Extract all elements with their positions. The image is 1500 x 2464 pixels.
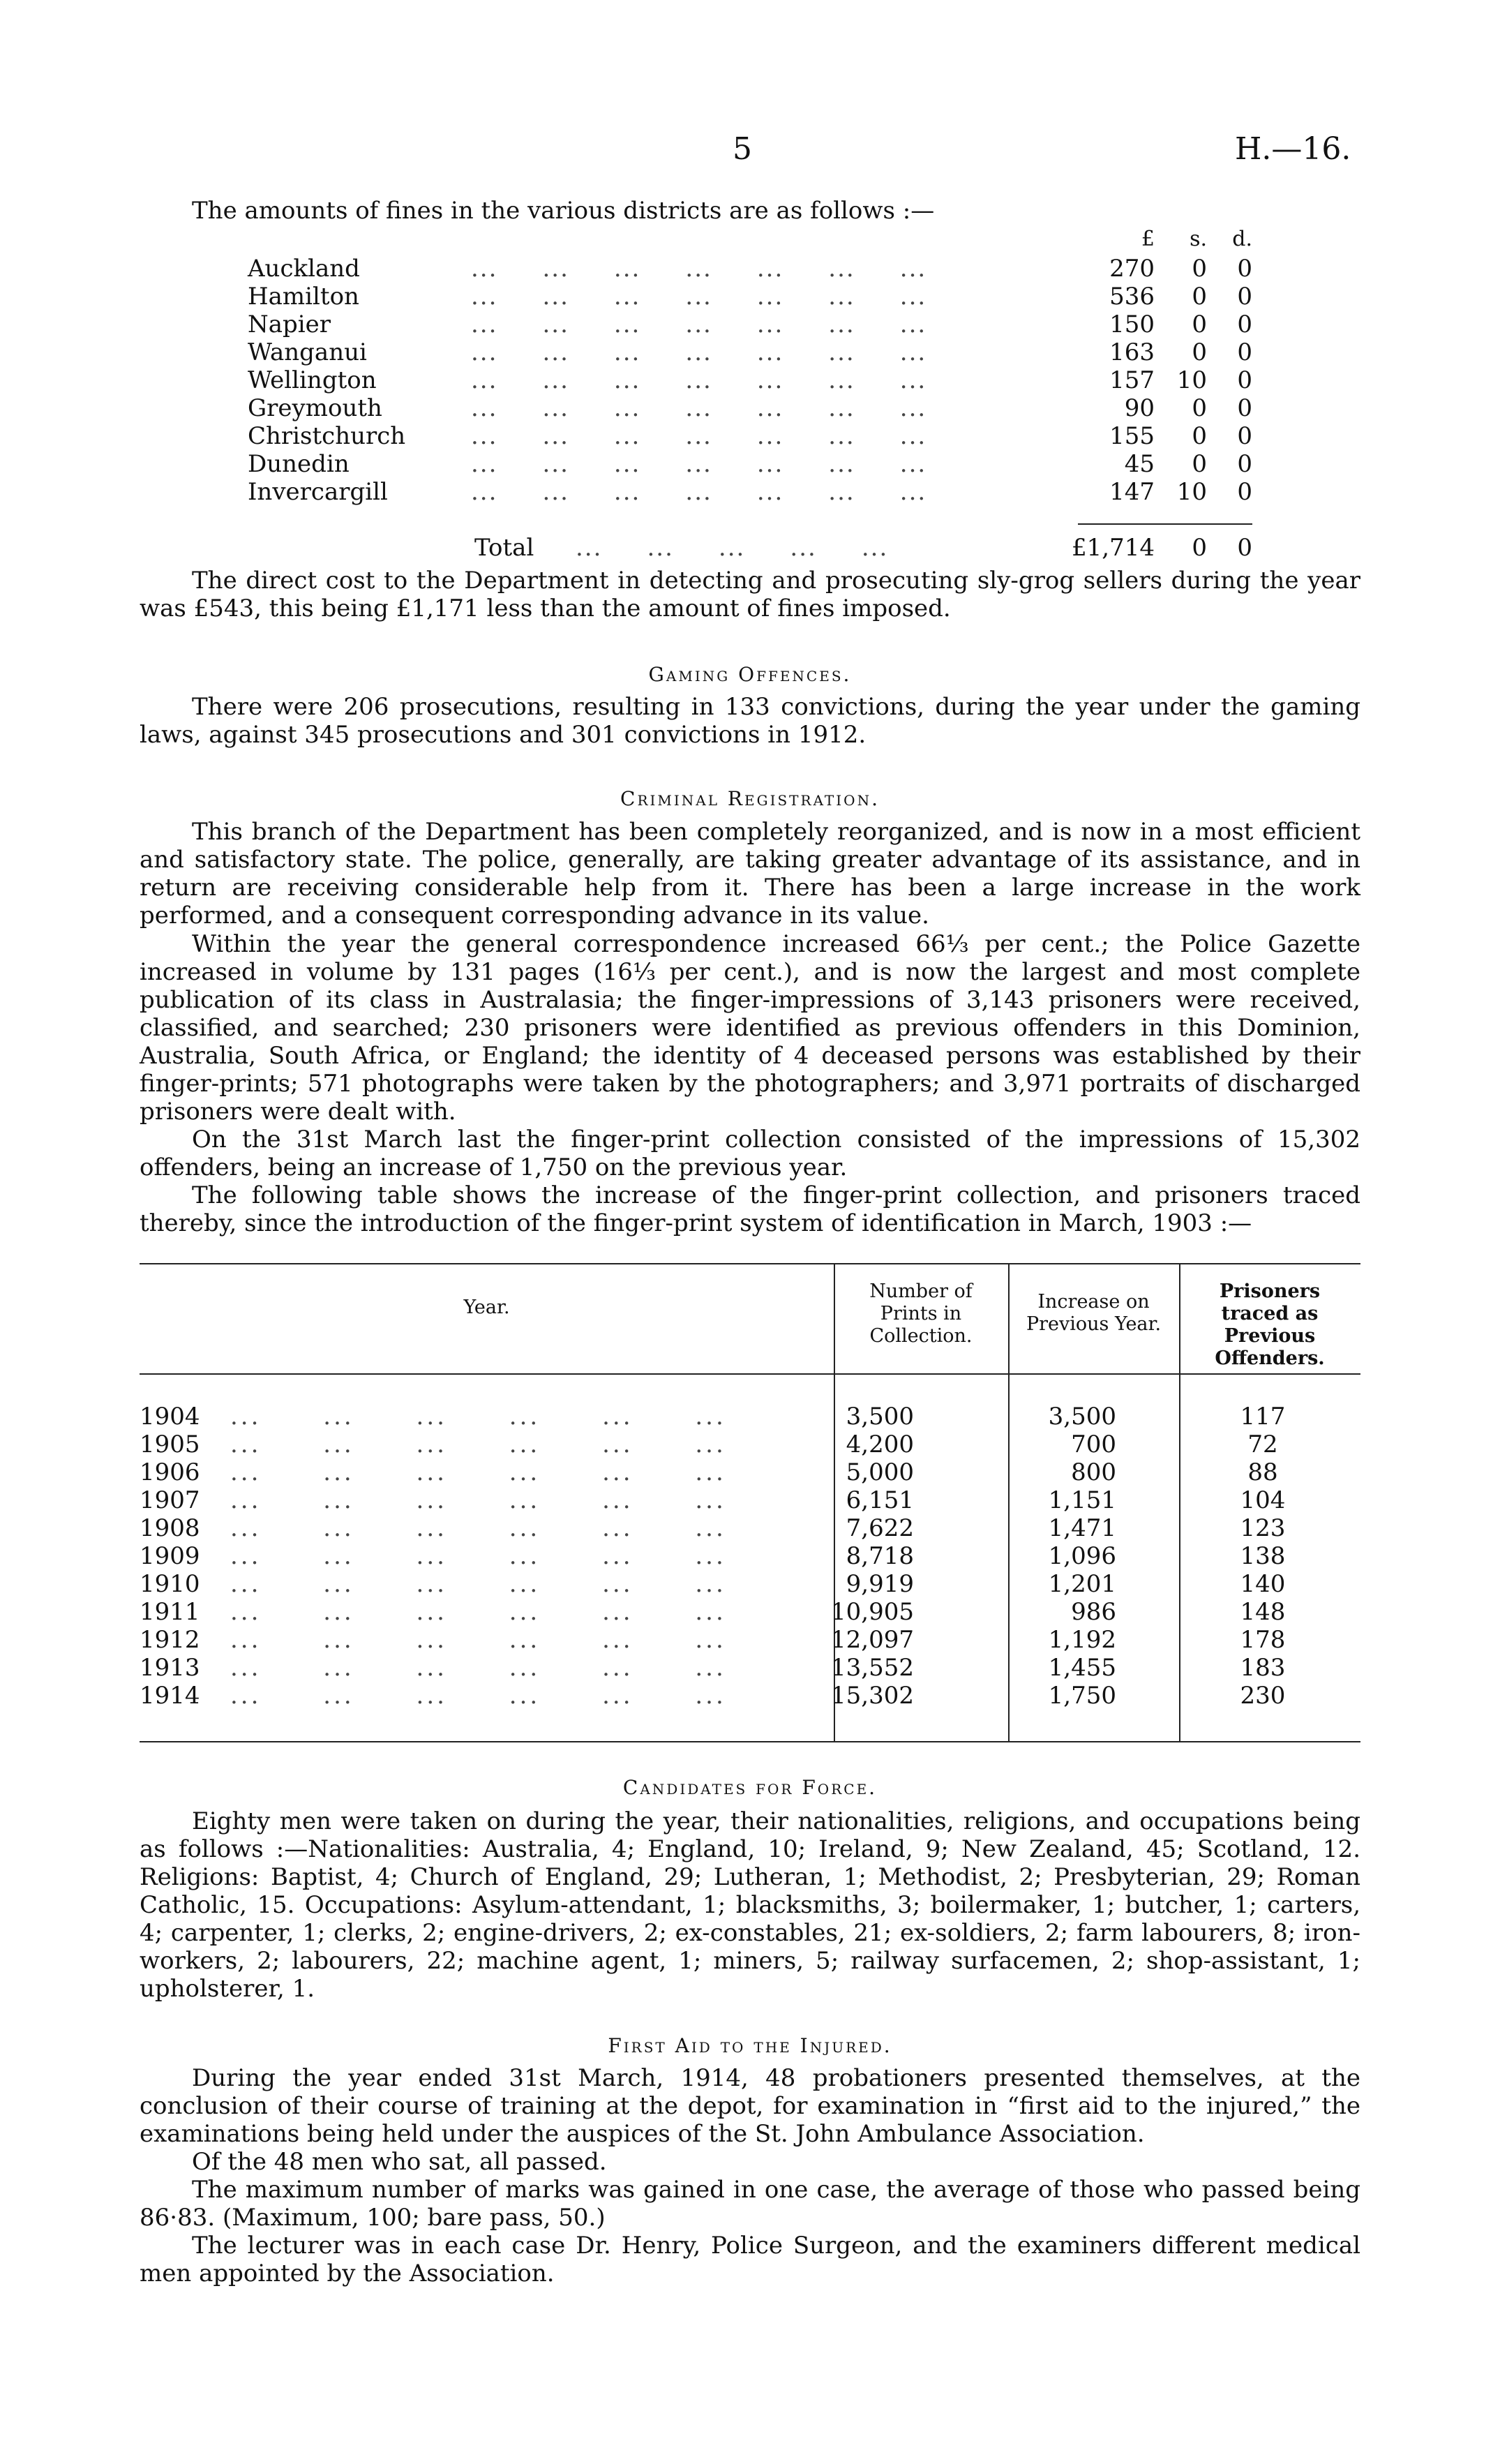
fines-row <box>248 338 1252 366</box>
row-year: 1907 <box>140 1486 200 1514</box>
total-pounds: £1,714 <box>1072 534 1155 562</box>
table-row <box>140 1570 1360 1598</box>
table-row <box>140 1403 1360 1431</box>
leader-dots: ... ... ... ... ... ... ... <box>471 394 927 422</box>
row-year: 1910 <box>140 1570 200 1598</box>
fine-shillings: 0 <box>1192 255 1207 283</box>
row-prints: 6,151 <box>846 1486 914 1514</box>
first-aid-paragraph-3: The maximum number of marks was gained in one case, the average of those who passed being 86·83. (Maximum, 100; bare pass, 50.) <box>140 2176 1360 2232</box>
table-top-rule <box>140 1263 1360 1264</box>
header-traced: Prisoners traced as Previous Offenders. <box>1215 1280 1325 1369</box>
fines-total-row <box>248 534 1252 562</box>
fines-row <box>248 311 1252 338</box>
district-name: Christchurch <box>248 422 406 450</box>
fines-row <box>248 478 1252 506</box>
leader-dots: ... ... ... ... ... ... <box>230 1542 726 1570</box>
criminal-paragraph-3: On the 31st March last the finger-print collection consisted of the impressions of 15,302 offenders, being an increase of 1,750 on the previous year. <box>140 1126 1360 1181</box>
row-prints: 13,552 <box>831 1654 914 1682</box>
pounds-header: £ <box>1141 227 1155 251</box>
row-prints: 15,302 <box>831 1682 914 1710</box>
fine-pence: 0 <box>1237 478 1252 506</box>
fine-pounds: 147 <box>1109 478 1155 506</box>
row-year: 1908 <box>140 1514 200 1542</box>
row-traced: 140 <box>1240 1570 1286 1598</box>
fines-row <box>248 394 1252 422</box>
criminal-heading: Criminal Registration. <box>620 787 880 810</box>
pence-header: d. <box>1232 227 1252 251</box>
fine-shillings: 0 <box>1192 283 1207 311</box>
table-row <box>140 1626 1360 1654</box>
fines-row <box>248 366 1252 394</box>
row-traced: 178 <box>1240 1626 1286 1654</box>
row-increase: 1,151 <box>1048 1486 1116 1514</box>
fine-pounds: 150 <box>1109 311 1155 338</box>
fine-pounds: 270 <box>1109 255 1155 283</box>
fine-pence: 0 <box>1237 450 1252 478</box>
row-prints: 5,000 <box>846 1458 914 1486</box>
row-year: 1911 <box>140 1598 200 1626</box>
table-row <box>140 1598 1360 1626</box>
row-prints: 3,500 <box>846 1403 914 1431</box>
fine-pence: 0 <box>1237 255 1252 283</box>
row-traced: 138 <box>1240 1542 1286 1570</box>
total-label: Total <box>474 534 534 562</box>
row-traced: 117 <box>1240 1403 1286 1431</box>
header-increase: Increase on Previous Year. <box>1026 1291 1162 1335</box>
table-row <box>140 1542 1360 1570</box>
leader-dots: ... ... ... ... ... ... ... <box>471 422 927 450</box>
row-year: 1905 <box>140 1431 200 1458</box>
first-aid-heading: First Aid to the Injured. <box>608 2034 892 2057</box>
candidates-heading: Candidates for Force. <box>622 1776 878 1799</box>
table-row <box>140 1458 1360 1486</box>
row-increase: 1,192 <box>1048 1626 1116 1654</box>
fine-pounds: 157 <box>1109 366 1155 394</box>
fine-shillings: 0 <box>1192 450 1207 478</box>
fine-pence: 0 <box>1237 366 1252 394</box>
row-traced: 123 <box>1240 1514 1286 1542</box>
fine-pence: 0 <box>1237 338 1252 366</box>
fine-pence: 0 <box>1237 311 1252 338</box>
first-aid-paragraph-1: During the year ended 31st March, 1914, 48 probationers presented themselves, at the conclusion of their course of training at the depot, for examination in “first aid to the injured,” the examinations being held under the auspices of the St. John Ambulance Association. <box>140 2064 1360 2148</box>
leader-dots: ... ... ... ... ... ... ... <box>471 255 927 283</box>
fine-pence: 0 <box>1237 283 1252 311</box>
fine-pounds: 163 <box>1109 338 1155 366</box>
fines-total-rule <box>1078 523 1252 525</box>
page-number: 5 <box>733 131 752 167</box>
row-traced: 104 <box>1240 1486 1286 1514</box>
row-increase: 1,455 <box>1048 1654 1116 1682</box>
row-increase: 800 <box>1071 1458 1116 1486</box>
fine-shillings: 0 <box>1192 394 1207 422</box>
first-aid-paragraph-4: The lecturer was in each case Dr. Henry, Police Surgeon, and the examiners different medical men appointed by the Association. <box>140 2232 1360 2287</box>
row-prints: 7,622 <box>846 1514 914 1542</box>
row-year: 1906 <box>140 1458 200 1486</box>
header-year: Year. <box>463 1297 510 1318</box>
row-increase: 3,500 <box>1048 1403 1116 1431</box>
criminal-paragraph-2: Within the year the general correspondence increased 66⅓ per cent.; the Police Gazette increased in volume by 131 pages (16⅓ per cent.), and is now the largest and most complete publication of its class in Australasia; the finger-impressions of 3,143 prisoners were received, classified, and searched; 230 prisoners were identified as previous offenders in this Dominion, Australia, South Africa, or England; the identity of 4 deceased persons was established by their finger-prints; 571 photographs were taken by the photographers; and 3,971 portraits of discharged prisoners were dealt with. <box>140 930 1360 1126</box>
row-increase: 1,471 <box>1048 1514 1116 1542</box>
row-year: 1913 <box>140 1654 200 1682</box>
total-shillings: 0 <box>1192 534 1207 562</box>
district-name: Wanganui <box>248 338 367 366</box>
leader-dots: ... ... ... ... ... ... ... <box>471 366 927 394</box>
shillings-header: s. <box>1190 227 1207 251</box>
table-row <box>140 1486 1360 1514</box>
fine-shillings: 0 <box>1192 338 1207 366</box>
criminal-paragraph-4: The following table shows the increase of the finger-print collection, and prisoners traced thereby, since the introduction of the finger-print system of identification in March, 1903 :— <box>140 1181 1360 1237</box>
fine-shillings: 0 <box>1192 311 1207 338</box>
row-increase: 1,096 <box>1048 1542 1116 1570</box>
table-row <box>140 1514 1360 1542</box>
fine-shillings: 10 <box>1176 478 1207 506</box>
fines-intro: The amounts of fines in the various districts are as follows :— <box>192 197 935 225</box>
leader-dots: ... ... ... ... ... ... <box>230 1682 726 1710</box>
row-year: 1909 <box>140 1542 200 1570</box>
row-traced: 230 <box>1240 1682 1286 1710</box>
district-name: Wellington <box>248 366 377 394</box>
fine-pounds: 45 <box>1124 450 1155 478</box>
candidates-paragraph: Eighty men were taken on during the year, their nationalities, religions, and occupations being as follows :—Nationalities: Australia, 4; England, 10; Ireland, 9; New Zealand, 45; Scotland, 12. Religions: Baptist, 4; Church of England, 29; Lutheran, 1; Methodist, 2; Presbyterian, 29; Roman Catholic, 15. Occupations: Asylum-attendant, 1; blacksmiths, 3; boilermaker, 1; butcher, 1; carters, 4; carpenter, 1; clerks, 2; engine-drivers, 2; ex-constables, 21; ex-soldiers, 2; farm labourers, 8; iron-workers, 2; labourers, 22; machine agent, 1; miners, 5; railway surfacemen, 2; shop-assistant, 1; upholsterer, 1. <box>140 1807 1360 2003</box>
table-row <box>140 1431 1360 1458</box>
leader-dots: ... ... ... ... ... ... <box>230 1626 726 1654</box>
leader-dots: ... ... ... ... ... ... ... <box>471 311 927 338</box>
fines-row <box>248 450 1252 478</box>
district-name: Dunedin <box>248 450 350 478</box>
leader-dots: ... ... ... ... ... ... ... <box>471 450 927 478</box>
district-name: Auckland <box>248 255 360 283</box>
criminal-paragraph-1: This branch of the Department has been completely reorganized, and is now in a most efficient and satisfactory state. The police, generally, are taking greater advantage of its assistance, and in return are receiving considerable help from it. There has been a large increase in the work performed, and a consequent corresponding advance in its value. <box>140 818 1360 929</box>
leader-dots: ... ... ... ... ... ... <box>230 1431 726 1458</box>
table-bottom-rule <box>140 1741 1360 1742</box>
document-reference: H.—16. <box>1235 131 1351 167</box>
row-prints: 10,905 <box>831 1598 914 1626</box>
district-name: Napier <box>248 311 331 338</box>
row-traced: 72 <box>1247 1431 1278 1458</box>
header-prints: Number of Prints in Collection. <box>869 1280 973 1347</box>
row-year: 1912 <box>140 1626 200 1654</box>
fines-column-headers <box>248 227 1252 255</box>
leader-dots: ... ... ... ... ... ... <box>230 1598 726 1626</box>
fine-shillings: 10 <box>1176 366 1207 394</box>
table-header-rule <box>140 1373 1360 1375</box>
row-traced: 183 <box>1240 1654 1286 1682</box>
leader-dots: ... ... ... ... ... <box>576 534 889 562</box>
district-name: Greymouth <box>248 394 382 422</box>
table-row <box>140 1682 1360 1710</box>
leader-dots: ... ... ... ... ... ... <box>230 1514 726 1542</box>
fine-shillings: 0 <box>1192 422 1207 450</box>
fines-row <box>248 255 1252 283</box>
district-name: Invercargill <box>248 478 388 506</box>
table-row <box>140 1654 1360 1682</box>
row-traced: 148 <box>1240 1598 1286 1626</box>
row-prints: 4,200 <box>846 1431 914 1458</box>
leader-dots: ... ... ... ... ... ... <box>230 1570 726 1598</box>
total-pence: 0 <box>1237 534 1252 562</box>
fines-note: The direct cost to the Department in detecting and prosecuting sly-grog sellers during the year was £543, this being £1,171 less than the amount of fines imposed. <box>140 567 1360 622</box>
row-year: 1914 <box>140 1682 200 1710</box>
leader-dots: ... ... ... ... ... ... <box>230 1654 726 1682</box>
fine-pounds: 536 <box>1109 283 1155 311</box>
fine-pounds: 155 <box>1109 422 1155 450</box>
leader-dots: ... ... ... ... ... ... ... <box>471 478 927 506</box>
row-increase: 700 <box>1071 1431 1116 1458</box>
row-prints: 9,919 <box>846 1570 914 1598</box>
gaming-heading: Gaming Offences. <box>648 663 852 686</box>
row-increase: 1,201 <box>1048 1570 1116 1598</box>
row-increase: 986 <box>1071 1598 1116 1626</box>
first-aid-paragraph-2: Of the 48 men who sat, all passed. <box>192 2148 607 2176</box>
row-year: 1904 <box>140 1403 200 1431</box>
fine-pence: 0 <box>1237 394 1252 422</box>
district-name: Hamilton <box>248 283 359 311</box>
fines-row <box>248 283 1252 311</box>
row-prints: 12,097 <box>831 1626 914 1654</box>
leader-dots: ... ... ... ... ... ... <box>230 1458 726 1486</box>
row-traced: 88 <box>1247 1458 1278 1486</box>
leader-dots: ... ... ... ... ... ... ... <box>471 283 927 311</box>
fine-pence: 0 <box>1237 422 1252 450</box>
leader-dots: ... ... ... ... ... ... ... <box>471 338 927 366</box>
fines-row <box>248 422 1252 450</box>
row-prints: 8,718 <box>846 1542 914 1570</box>
gaming-paragraph: There were 206 prosecutions, resulting in 133 convictions, during the year under the gaming laws, against 345 prosecutions and 301 convictions in 1912. <box>140 693 1360 749</box>
leader-dots: ... ... ... ... ... ... <box>230 1403 726 1431</box>
row-increase: 1,750 <box>1048 1682 1116 1710</box>
leader-dots: ... ... ... ... ... ... <box>230 1486 726 1514</box>
fine-pounds: 90 <box>1124 394 1155 422</box>
